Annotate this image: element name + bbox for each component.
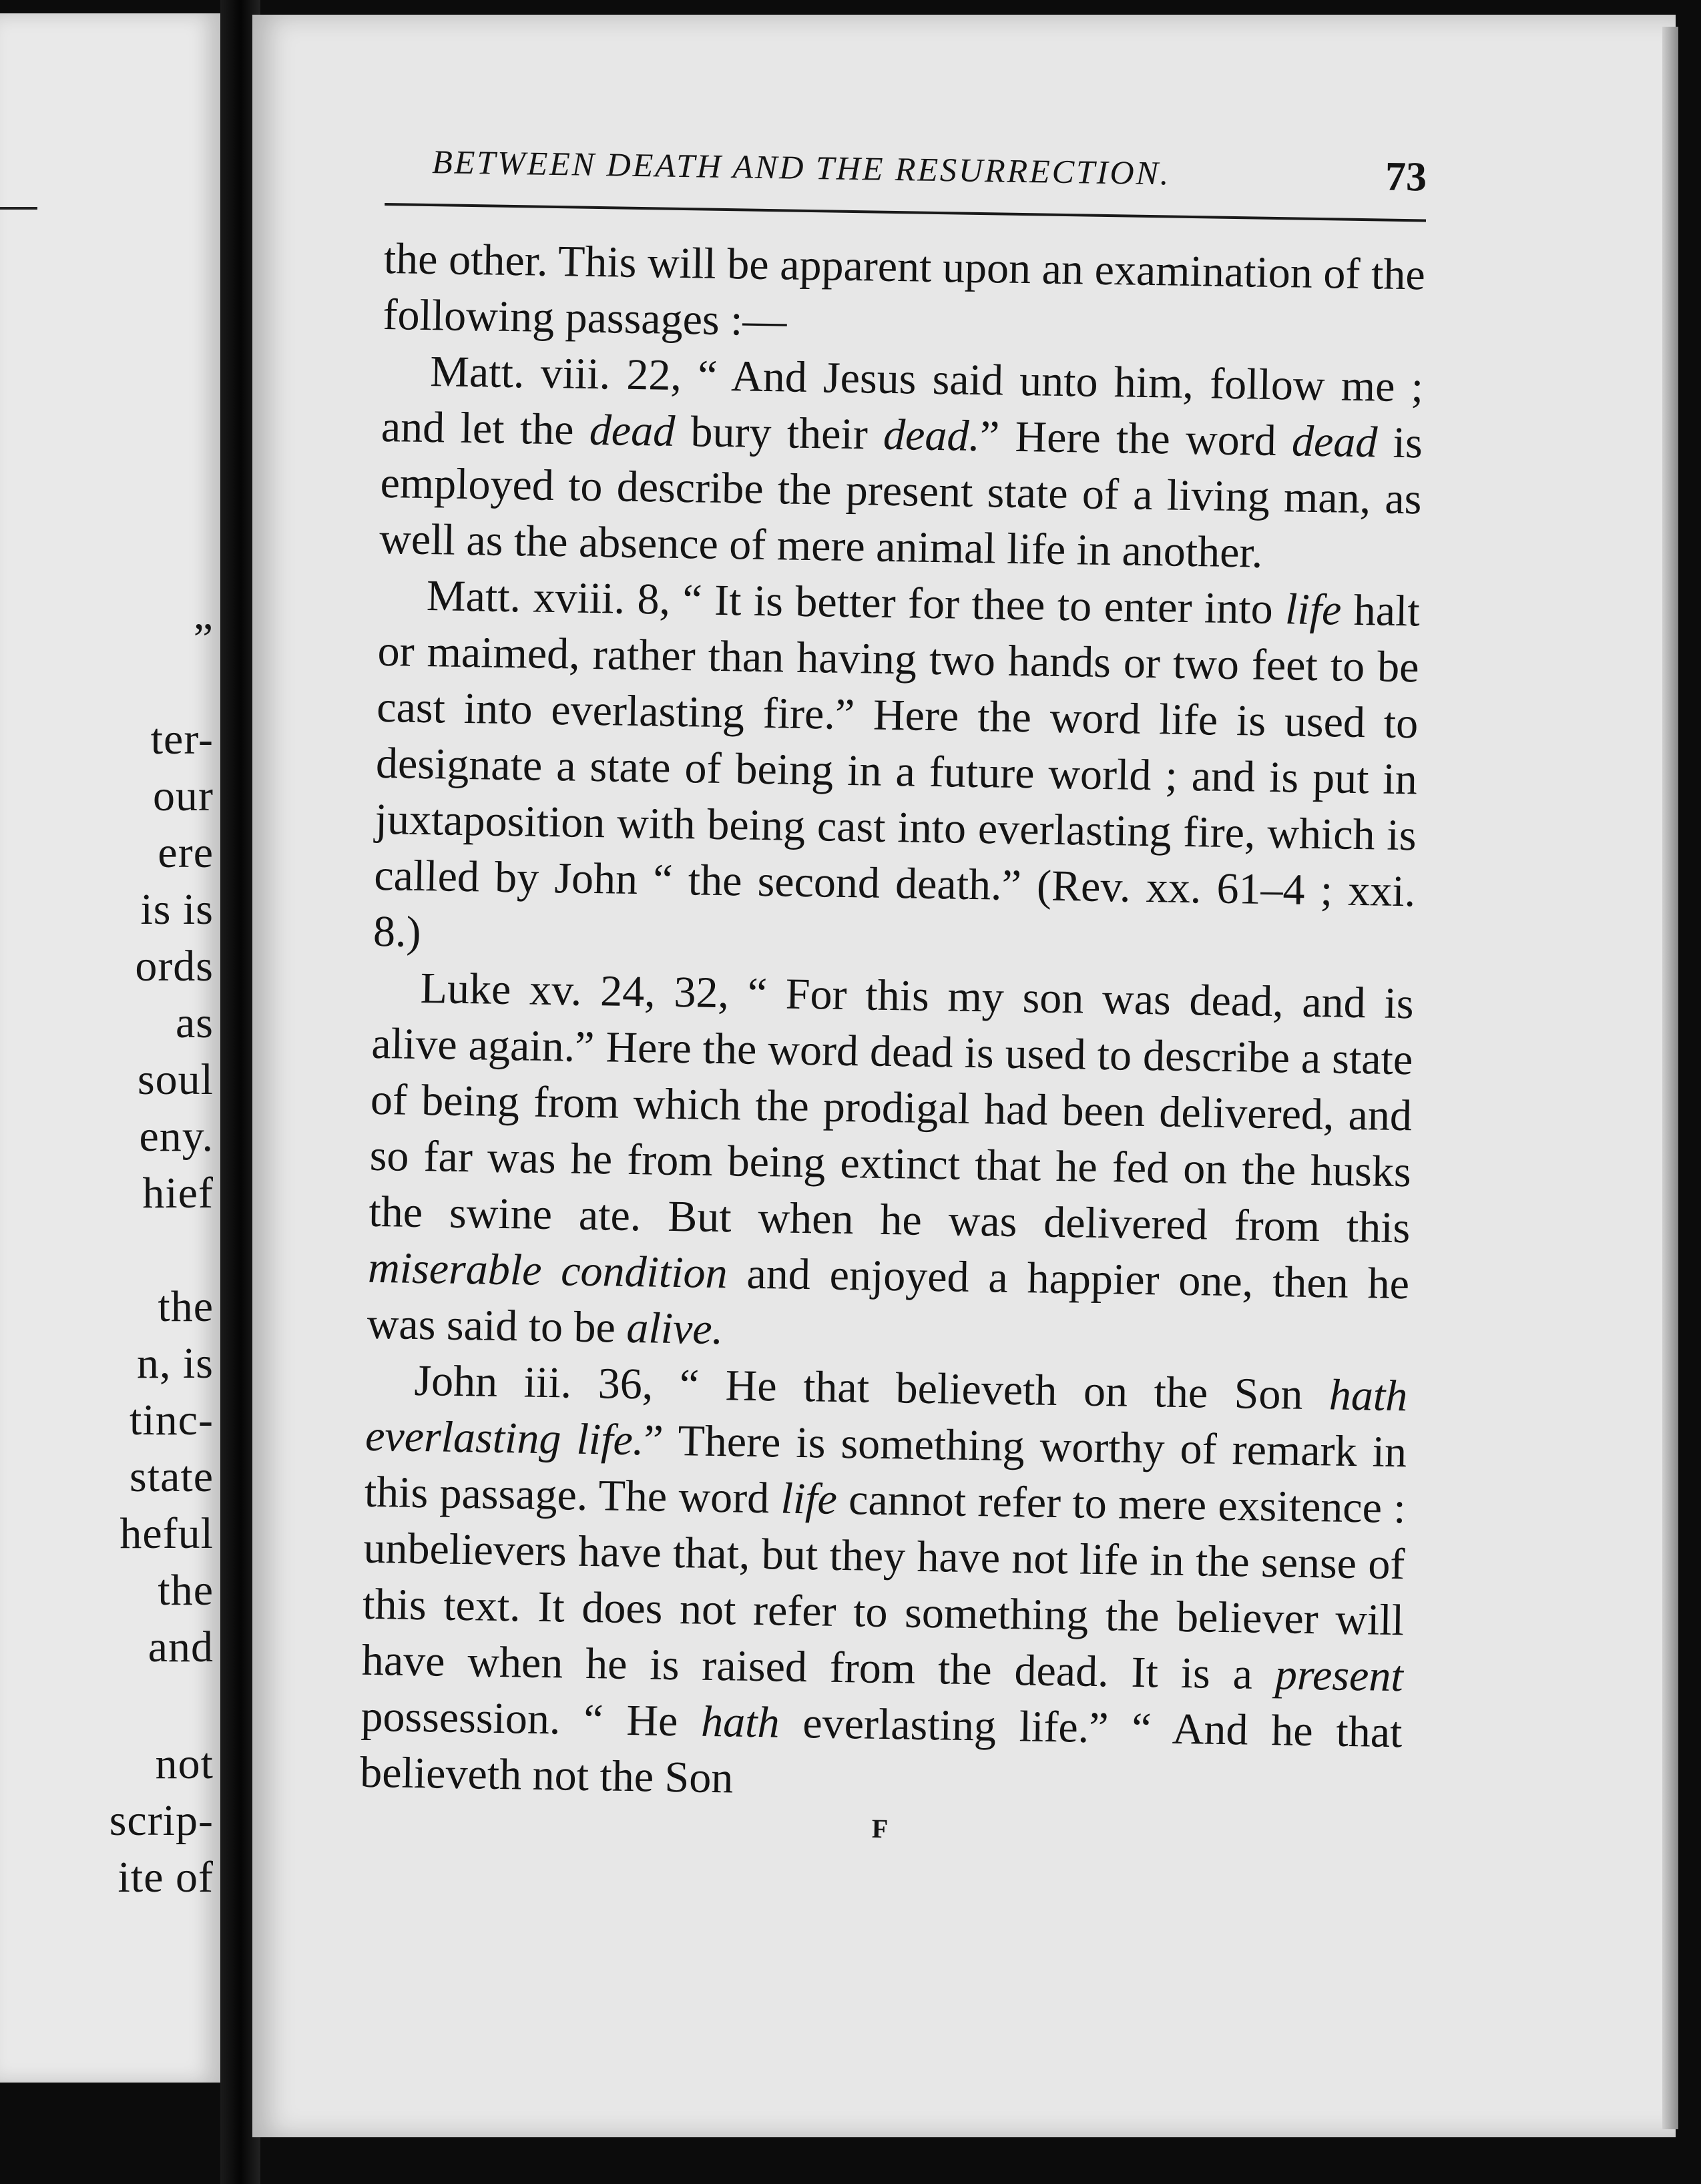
previous-page-line-end: n, is — [136, 1339, 214, 1388]
previous-page-line-end: the — [158, 1282, 214, 1331]
text-run: cannot refer to mere exsitence : unbelievers have that, but they have not life in the sense of this text. It does not refer to something the believer will have when he is raised from the dead. It is a — [361, 1474, 1407, 1699]
text-run: and enjoyed a happier one, then he was said to be — [367, 1249, 1410, 1352]
previous-page-line-end: ords — [135, 942, 214, 991]
text-run: ” Here the word — [979, 412, 1292, 466]
previous-page-line-end: ere — [158, 828, 214, 877]
page-edge — [1662, 27, 1678, 2129]
previous-page-line-end: hief — [142, 1169, 214, 1217]
text-run: John iii. 36, “ He that believeth on the Son — [413, 1356, 1330, 1420]
italic-run: dead. — [883, 410, 981, 461]
signature-mark: F — [871, 1813, 889, 1844]
text-run: Matt. xviii. 8, “ It is better for thee to enter into — [426, 571, 1286, 634]
header-rule — [385, 203, 1426, 222]
italic-run: dead — [1291, 417, 1378, 467]
previous-page-line-end: state — [130, 1452, 214, 1501]
page-content — [359, 128, 1427, 1852]
text-run: halt or maimed, rather than having two hands or two feet to be cast into everlasting fire.” Here the word life is used to designate a state of being in a future world ; and is put in juxtaposition with being cast into everlasting fire, which is called by John “ the second death.” (Rev. xx. 61–4 ; xxi. 8.) — [373, 585, 1421, 957]
text-run: is employed to describe the present state of a living man, as well as the absence of mere animal life in another. — [379, 418, 1423, 577]
text-run: possession. “ He — [360, 1691, 702, 1746]
running-head — [385, 128, 1427, 224]
paragraph — [383, 231, 1425, 359]
page — [252, 15, 1676, 2137]
previous-page-line-end: soul — [137, 1055, 214, 1104]
previous-page-line-end: the — [158, 1566, 214, 1615]
text-run: ” There is something worthy of remark in this passage. The word — [364, 1416, 1407, 1523]
paragraph — [379, 343, 1424, 583]
text-run: the other. This will be apparent upon an examination of the following passages :— — [383, 234, 1426, 346]
italic-run: present — [1274, 1650, 1404, 1701]
text-run: everlasting life.” “ And he that believeth not the Son — [359, 1698, 1403, 1803]
text-run: bury their — [674, 406, 884, 459]
previous-page-line-end: eny. — [139, 1112, 214, 1161]
italic-run: dead — [589, 405, 676, 456]
italic-run: hath everlasting life. — [364, 1370, 1408, 1465]
running-title: BETWEEN DEATH AND THE RESURRECTION. — [431, 143, 1171, 192]
previous-page-line-end: heful — [119, 1509, 214, 1558]
previous-page-line-end: not — [155, 1739, 214, 1788]
previous-page-rule — [0, 207, 37, 210]
previous-page-line-end: ” — [193, 615, 214, 663]
page-number: 73 — [1385, 154, 1427, 200]
italic-run: life — [1284, 585, 1342, 635]
paragraph — [360, 1352, 1408, 1817]
italic-run: miserable condition — [367, 1243, 728, 1298]
previous-page-line-end: ite of — [117, 1853, 214, 1902]
text-run: Matt. viii. 22, “ And Jesus said unto him, follow me ; and let the — [381, 347, 1424, 455]
paragraph — [373, 567, 1420, 976]
previous-page-line-end: our — [153, 772, 214, 820]
previous-page-line-end: scrip- — [109, 1796, 214, 1845]
previous-page-line-end: and — [148, 1623, 214, 1671]
previous-page-line-end: tinc- — [130, 1396, 214, 1444]
paragraph — [367, 960, 1414, 1368]
italic-run: hath — [700, 1697, 780, 1747]
previous-page-fragment — [0, 13, 220, 2083]
previous-page-line-end: is is — [140, 885, 214, 934]
body-text — [360, 231, 1426, 1817]
italic-run: life — [780, 1474, 838, 1524]
previous-page-line-end: ter- — [150, 715, 214, 764]
italic-run: alive. — [626, 1303, 724, 1354]
text-run: Luke xv. 24, 32, “ For this my son was dead, and is alive again.” Here the word dead is used to describe a state of being from which the prodigal had been delivered, and so far was he from being extinct that he fed on the husks the swine ate. But when he was delivered from this — [368, 963, 1415, 1253]
previous-page-line-end: as — [176, 999, 214, 1047]
